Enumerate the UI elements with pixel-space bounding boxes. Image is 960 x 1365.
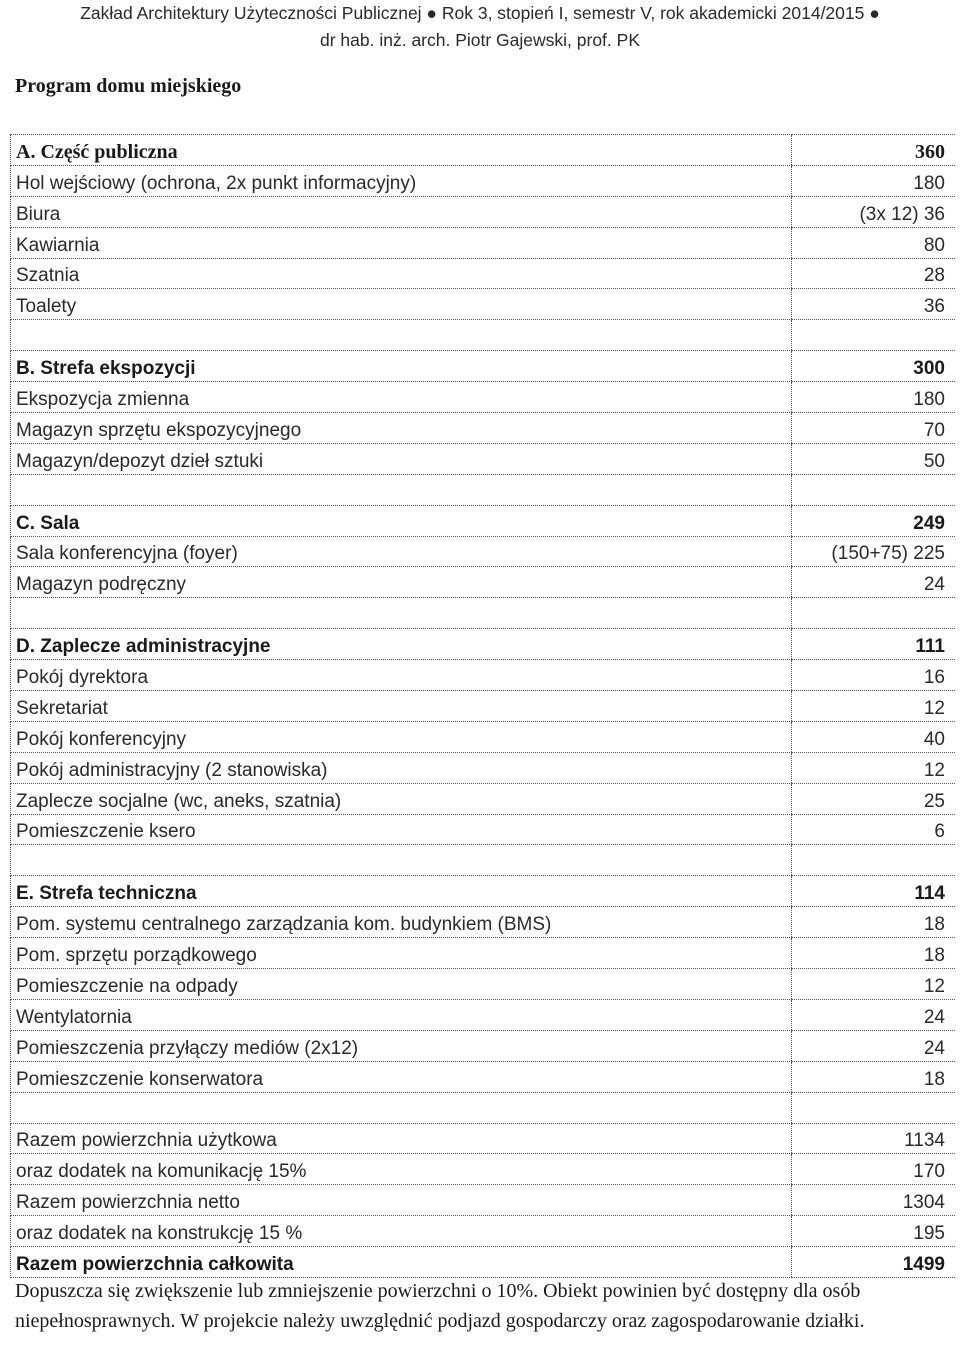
- spacer-row: [11, 845, 956, 876]
- grand-total-value: 1499: [792, 1247, 956, 1278]
- summary-row: [11, 1123, 956, 1154]
- room-name: Pomieszczenie na odpady: [11, 969, 792, 1000]
- table-row: [11, 413, 956, 444]
- table-row: [11, 938, 956, 969]
- room-area: (150+75) 225: [792, 536, 956, 567]
- table-row: [11, 196, 956, 227]
- table-row: [11, 660, 956, 691]
- requirements-note: Dopuszcza się zwiększenie lub zmniejszenie powierzchni o 10%. Obiekt powinien być dostępny dla osób niepełnosprawnych. W projekcie należy uwzględnić podjazd gospodarczy oraz zagospodarowanie działki.: [15, 1280, 865, 1332]
- table-row: [11, 691, 956, 722]
- section-title: C. Sala: [11, 505, 792, 536]
- summary-value: 195: [792, 1216, 956, 1247]
- room-area: 6: [792, 814, 956, 845]
- room-name: Pokój administracyjny (2 stanowiska): [11, 752, 792, 783]
- room-area: 36: [792, 289, 956, 320]
- room-area: 80: [792, 227, 956, 258]
- spacer-row: [11, 1092, 956, 1123]
- room-area: 24: [792, 567, 956, 598]
- room-area: 50: [792, 443, 956, 474]
- room-name: Pom. systemu centralnego zarządzania kom. budynkiem (BMS): [11, 907, 792, 938]
- room-area: 28: [792, 258, 956, 289]
- room-area: 12: [792, 969, 956, 1000]
- room-name: Sekretariat: [11, 691, 792, 722]
- grand-total-row: [11, 1247, 956, 1278]
- section-title: E. Strefa techniczna: [11, 876, 792, 907]
- room-area: 12: [792, 752, 956, 783]
- room-area: (3x 12) 36: [792, 196, 956, 227]
- summary-label: Razem powierzchnia użytkowa: [11, 1123, 792, 1154]
- table-row: [11, 783, 956, 814]
- spacer-row: [11, 320, 956, 351]
- room-name: Pom. sprzętu porządkowego: [11, 938, 792, 969]
- table-row: [11, 969, 956, 1000]
- table-row: [11, 289, 956, 320]
- room-name: Pomieszczenie konserwatora: [11, 1061, 792, 1092]
- summary-label: oraz dodatek na komunikację 15%: [11, 1154, 792, 1185]
- table-row: [11, 227, 956, 258]
- section-header-e: [11, 876, 956, 907]
- room-name: Sala konferencyjna (foyer): [11, 536, 792, 567]
- summary-label: Razem powierzchnia netto: [11, 1185, 792, 1216]
- document-title: Program domu miejskiego: [15, 75, 242, 97]
- table-row: [11, 536, 956, 567]
- table-row: [11, 443, 956, 474]
- room-area: 25: [792, 783, 956, 814]
- table-row: [11, 1030, 956, 1061]
- summary-label: oraz dodatek na konstrukcję 15 %: [11, 1216, 792, 1247]
- section-total: 249: [792, 505, 956, 536]
- table-row: [11, 999, 956, 1030]
- table-row: [11, 1061, 956, 1092]
- table-row: [11, 567, 956, 598]
- table-row: [11, 907, 956, 938]
- room-area: 40: [792, 721, 956, 752]
- room-name: Magazyn podręczny: [11, 567, 792, 598]
- room-area: 16: [792, 660, 956, 691]
- section-title: A. Część publiczna: [11, 135, 792, 166]
- room-name: Wentylatornia: [11, 999, 792, 1030]
- summary-value: 170: [792, 1154, 956, 1185]
- header-line-2: dr hab. inż. arch. Piotr Gajewski, prof. PK: [320, 30, 640, 50]
- section-total: 360: [792, 135, 956, 166]
- table-row: [11, 165, 956, 196]
- section-title: D. Zaplecze administracyjne: [11, 629, 792, 660]
- section-header-c: [11, 505, 956, 536]
- spacer-row: [11, 598, 956, 629]
- section-header-a: [11, 135, 956, 166]
- program-table: [10, 134, 955, 1278]
- room-name: Kawiarnia: [11, 227, 792, 258]
- header-line-1: Zakład Architektury Użyteczności Publicznej ● Rok 3, stopień I, semestr V, rok akademicki 2014/2015 ●: [80, 3, 880, 23]
- room-name: Pomieszczenia przyłączy mediów (2x12): [11, 1030, 792, 1061]
- room-area: 180: [792, 382, 956, 413]
- spacer-row: [11, 474, 956, 505]
- room-area: 24: [792, 1030, 956, 1061]
- section-header-d: [11, 629, 956, 660]
- section-total: 111: [792, 629, 956, 660]
- grand-total-label: Razem powierzchnia całkowita: [11, 1247, 792, 1278]
- table-row: [11, 721, 956, 752]
- room-area: 70: [792, 413, 956, 444]
- section-total: 300: [792, 351, 956, 382]
- table-row: [11, 382, 956, 413]
- room-name: Pomieszczenie ksero: [11, 814, 792, 845]
- document-header: [0, 0, 960, 54]
- table-row: [11, 258, 956, 289]
- table-row: [11, 752, 956, 783]
- room-name: Pokój dyrektora: [11, 660, 792, 691]
- summary-value: 1134: [792, 1123, 956, 1154]
- summary-row: [11, 1185, 956, 1216]
- table-row: [11, 814, 956, 845]
- summary-row: [11, 1154, 956, 1185]
- room-name: Toalety: [11, 289, 792, 320]
- room-name: Magazyn sprzętu ekspozycyjnego: [11, 413, 792, 444]
- room-area: 12: [792, 691, 956, 722]
- room-area: 18: [792, 907, 956, 938]
- summary-value: 1304: [792, 1185, 956, 1216]
- room-area: 18: [792, 938, 956, 969]
- room-name: Biura: [11, 196, 792, 227]
- room-area: 180: [792, 165, 956, 196]
- summary-row: [11, 1216, 956, 1247]
- room-area: 18: [792, 1061, 956, 1092]
- room-name: Hol wejściowy (ochrona, 2x punkt informacyjny): [11, 165, 792, 196]
- room-name: Magazyn/depozyt dzieł sztuki: [11, 443, 792, 474]
- section-total: 114: [792, 876, 956, 907]
- room-area: 24: [792, 999, 956, 1030]
- room-name: Szatnia: [11, 258, 792, 289]
- room-name: Zaplecze socjalne (wc, aneks, szatnia): [11, 783, 792, 814]
- section-title: B. Strefa ekspozycji: [11, 351, 792, 382]
- room-name: Ekspozycja zmienna: [11, 382, 792, 413]
- section-header-b: [11, 351, 956, 382]
- room-name: Pokój konferencyjny: [11, 721, 792, 752]
